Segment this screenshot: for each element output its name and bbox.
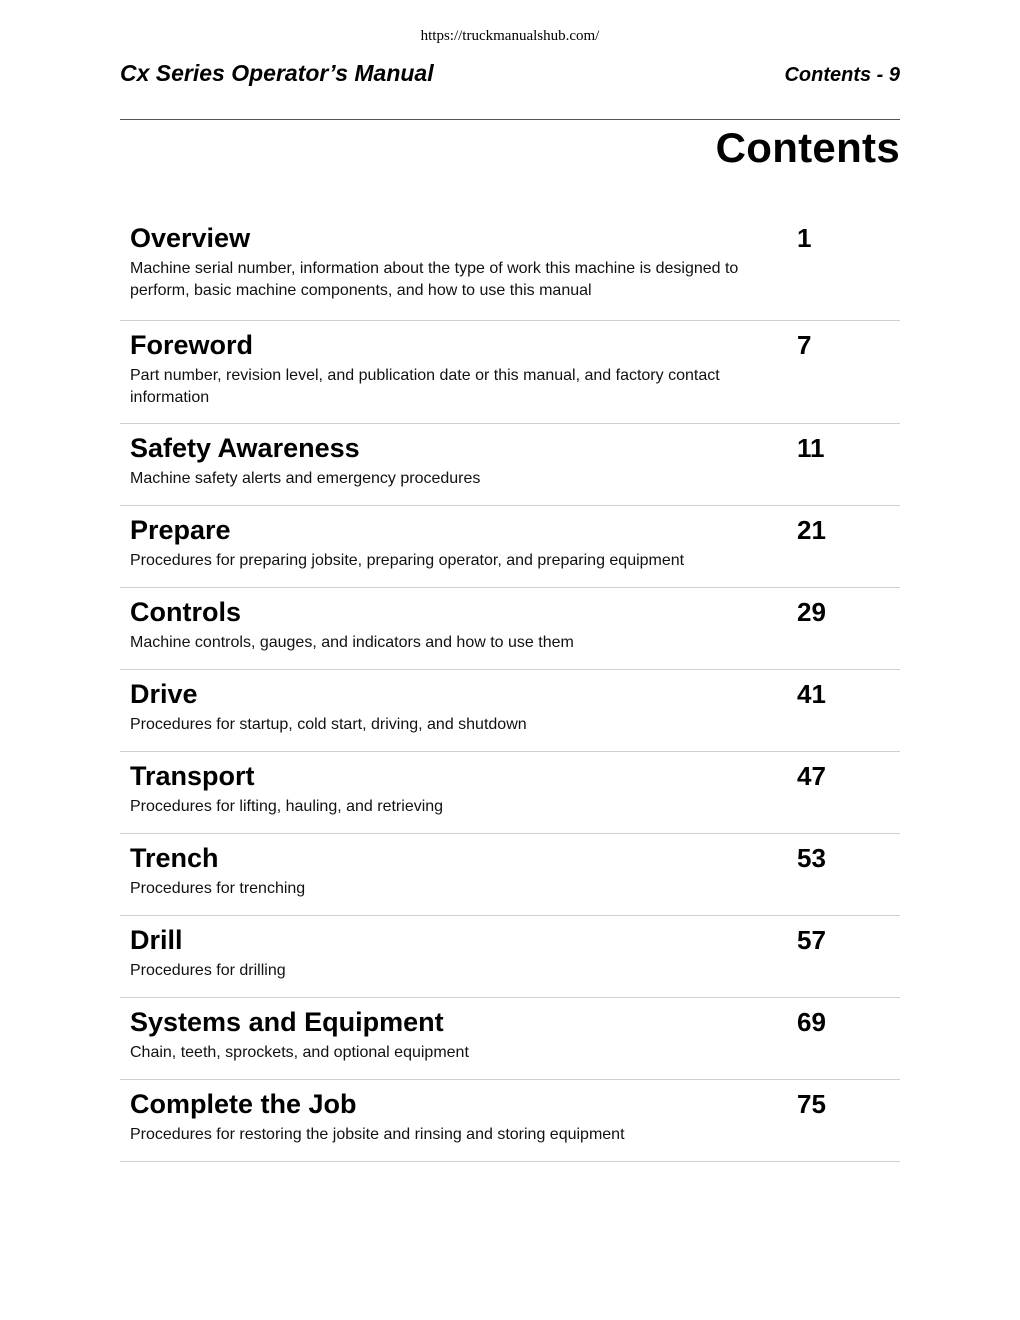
toc-entry-title: Drill: [130, 925, 183, 955]
toc-entry-drill[interactable]: [120, 916, 900, 998]
toc-entry-drive[interactable]: [120, 670, 900, 752]
toc-entry-page: 41: [797, 679, 826, 709]
toc-entry-page: 21: [797, 515, 826, 545]
toc-entry-description: Chain, teeth, sprockets, and optional equipment: [130, 1044, 469, 1061]
header-divider: [120, 119, 900, 120]
toc-entry-title: Safety Awareness: [130, 433, 360, 463]
toc-entry-title: Prepare: [130, 515, 231, 545]
toc-entry-description: Machine serial number, information about the type of work this machine is designed to perform, basic machine components, and how to use this manual: [130, 260, 739, 299]
toc-entry-title: Transport: [130, 761, 255, 791]
toc-entry-page: 75: [797, 1089, 826, 1119]
toc-entry-transport[interactable]: [120, 752, 900, 834]
running-header: [120, 60, 900, 92]
toc-entry-title: Foreword: [130, 330, 254, 360]
toc-entry-page: 7: [797, 330, 812, 360]
toc-entry-description: Procedures for lifting, hauling, and retrieving: [130, 798, 444, 815]
toc-entry-description: Procedures for restoring the jobsite and rinsing and storing equipment: [130, 1126, 625, 1143]
toc-entry-page: 29: [797, 597, 826, 627]
toc-entry-page: 11: [797, 433, 825, 463]
toc-entry-controls[interactable]: [120, 588, 900, 670]
toc-entry-foreword[interactable]: [120, 321, 900, 424]
toc-entry-page: 69: [797, 1007, 826, 1037]
toc-entry-description: Procedures for startup, cold start, driving, and shutdown: [130, 716, 527, 733]
manual-title: Cx Series Operator’s Manual: [120, 60, 434, 86]
page-reference: Contents - 9: [784, 64, 900, 86]
toc-entry-complete-the-job[interactable]: [120, 1080, 900, 1162]
toc-entry-prepare[interactable]: [120, 506, 900, 588]
toc-entry-title: Drive: [130, 679, 198, 709]
watermark-url: https://truckmanualshub.com/: [420, 28, 600, 44]
toc-entry-title: Overview: [130, 223, 251, 253]
page-title: Contents: [715, 124, 900, 171]
toc-entry-description: Machine safety alerts and emergency procedures: [130, 470, 481, 487]
toc-entry-description: Machine controls, gauges, and indicators and how to use them: [130, 634, 574, 651]
toc-entry-safety-awareness[interactable]: [120, 424, 900, 506]
toc-entry-title: Complete the Job: [130, 1089, 357, 1119]
toc-entry-title: Systems and Equipment: [130, 1007, 444, 1037]
toc-entry-title: Controls: [130, 597, 241, 627]
toc-entry-description: Procedures for preparing jobsite, preparing operator, and preparing equipment: [130, 552, 685, 569]
toc-entry-page: 1: [797, 223, 812, 253]
toc-entry-page: 57: [797, 925, 826, 955]
toc-entry-systems-and-equipment[interactable]: [120, 998, 900, 1080]
toc-entry-page: 53: [797, 843, 826, 873]
toc-entry-overview[interactable]: [120, 218, 900, 321]
table-of-contents: [120, 218, 900, 1162]
toc-entry-description: Procedures for drilling: [130, 962, 286, 979]
toc-entry-title: Trench: [130, 843, 219, 873]
toc-entry-trench[interactable]: [120, 834, 900, 916]
toc-entry-page: 47: [797, 761, 826, 791]
toc-entry-description: Procedures for trenching: [130, 880, 306, 897]
toc-entry-description: Part number, revision level, and publication date or this manual, and factory contact information: [130, 367, 720, 406]
